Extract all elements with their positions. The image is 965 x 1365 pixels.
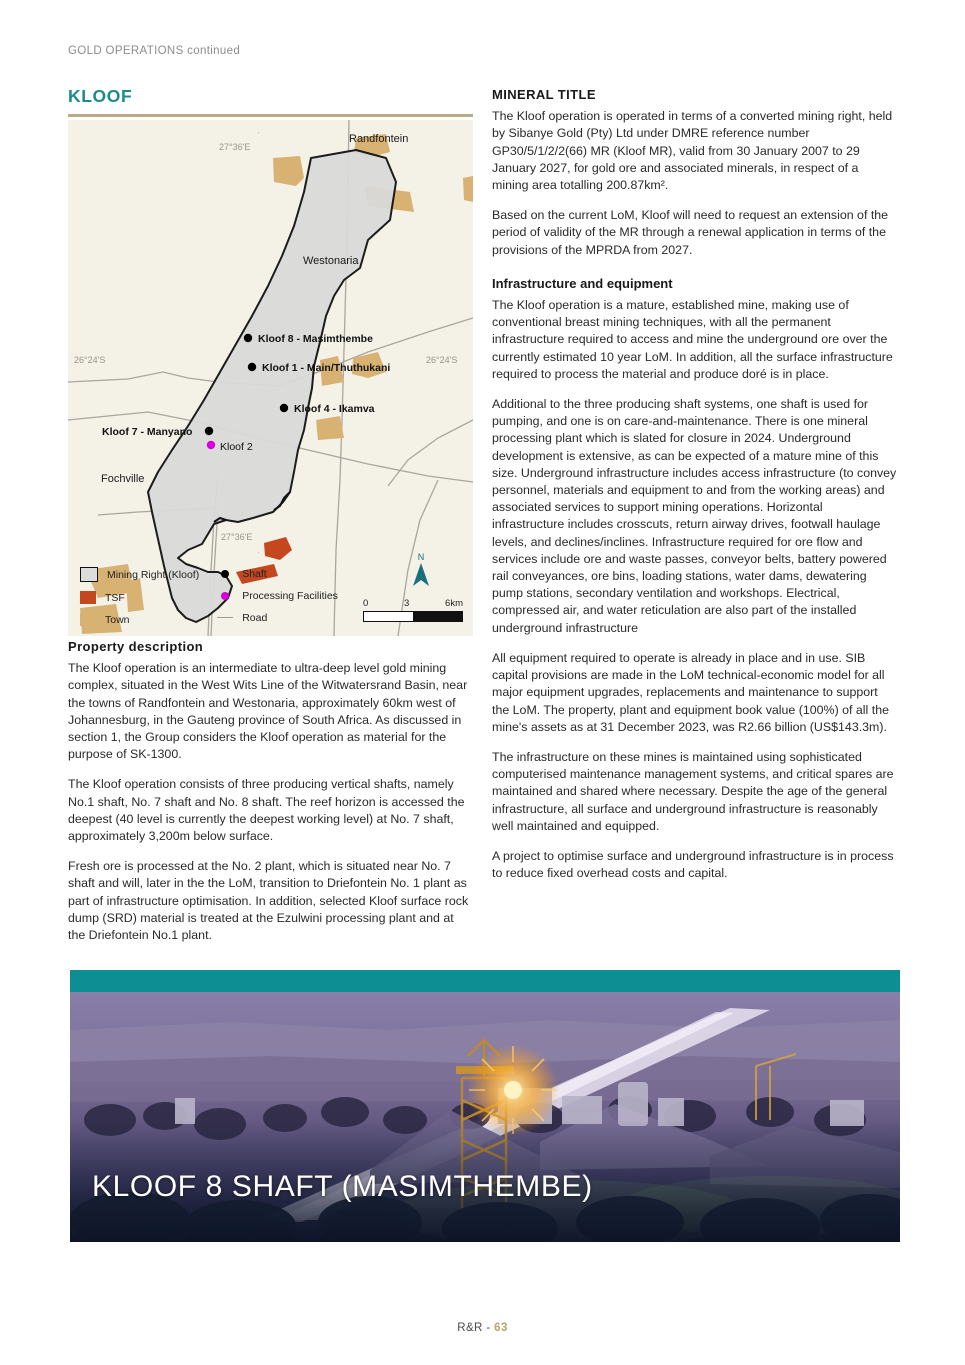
- tsf-swatch-icon: [80, 591, 96, 604]
- svg-text:Fochville: Fochville: [101, 473, 145, 485]
- title-divider: [68, 114, 473, 117]
- north-arrow-icon: [411, 553, 431, 588]
- paragraph: Fresh ore is processed at the No. 2 plant, which is situated near No. 7 shaft and will, later in the the LoM, transition to Driefontein No. 1 plant as part of infrastructure optimisation. In addition, selected Kloof surface rock dump (SRD) material is treated at the Ezulwini processing plant and at the Driefontein No.1 plant.: [68, 859, 469, 943]
- svg-text:27°36'E: 27°36'E: [221, 532, 253, 542]
- paragraph: The Kloof operation is a mature, established mine, making use of conventional breast mining techniques, with all the permanent infrastructure required to access and mine the underground ore over the currently estimated 10 year LoM. In addition, all the surface infrastructure required to process the material and produce doré is in place.: [492, 298, 893, 381]
- property-description-column: [68, 638, 473, 944]
- paragraph: The infrastructure on these mines is maintained using sophisticated computerised maintenance management systems, and critical spares are maintained and shared where necessary. Despite the age of the general infrastructure, all surface and underground infrastructure is reasonably well maintained and equipped.: [492, 749, 894, 833]
- paragraph: Based on the current LoM, Kloof will need to request an extension of the period of validity of the MR through a renewal application in terms of the provisions of the MPRDA from 2027.: [492, 208, 889, 257]
- north-label: N: [417, 552, 425, 562]
- svg-text:Kloof 2: Kloof 2: [220, 441, 253, 453]
- kloof-location-map: [68, 120, 473, 636]
- page-number: 63: [494, 1322, 508, 1334]
- paragraph: Additional to the three producing shaft systems, one shaft is used for pumping, and one is on care-and-maintenance. There is one mineral processing plant which is slated for closure in 2024. Underground development is extensive, as can be expected of a mature mine of this size. Underground infrastructure includes access infrastructure (to convey personnel, materials and equipment to and from the working areas) and associated services to support mining operations. Horizontal infrastructure includes crosscuts, return airway drives, footwall haulage levels, and declines/inclines. Infrastructure required for ore flow and services include ore and waste passes, conveyor belts, battery powered rail conveyances, ore bins, loading stations, water dams, dewatering pump stations, secondary ventilation and workshops. Electrical, compressed air, and water reticulation are also part of the installed underground infrastructure: [492, 397, 897, 635]
- svg-text:Randfontein: Randfontein: [349, 133, 409, 145]
- svg-text:Kloof 8 - Masimthembe: Kloof 8 - Masimthembe: [258, 333, 373, 345]
- town-swatch-icon: [80, 613, 96, 626]
- mineral-title-heading: MINERAL TITLE: [492, 87, 596, 102]
- scale-segment-black: [413, 612, 462, 621]
- shaft-dot-icon: [217, 567, 233, 580]
- legend-label: Road: [242, 611, 268, 624]
- scale-tick-1: 3: [404, 598, 410, 609]
- paragraph: All equipment required to operate is already in place and in use. SIB capital provisions are made in the LoM technical-economic model for all major equipment upgrades, replacements and maintenance to support the LoM. The property, plant and equipment book value (100%) of all the mine's assets as at 31 December 2023, was R2.66 billion (US$143.3m).: [492, 650, 889, 734]
- legend-item-processing: [217, 589, 338, 602]
- legend-label: TSF: [105, 591, 125, 604]
- road-line-icon: [217, 611, 233, 624]
- svg-text:26°24'S: 26°24'S: [74, 355, 106, 365]
- svg-text:Kloof 7 - Manyano: Kloof 7 - Manyano: [102, 426, 193, 438]
- legend-label: Mining Right (Kloof): [107, 568, 200, 581]
- running-head: GOLD OPERATIONS continued: [68, 45, 241, 57]
- paragraph: The Kloof operation is operated in terms of a converted mining right, held by Sibanye Gold (Pty) Ltd under DMRE reference number GP30/5/1/2/2(66) MR (Kloof MR), valid from 30 January 2007 to 29 January 2027, for gold ore and associated minerals, in respect of a mining area totalling 200.87km².: [492, 109, 893, 193]
- map-legend: [80, 567, 380, 626]
- svg-text:Kloof 4 - Ikamva: Kloof 4 - Ikamva: [294, 403, 375, 415]
- legend-column-right: [217, 567, 338, 626]
- kloof-8-shaft-photo: [70, 970, 900, 1242]
- paragraph: A project to optimise surface and underground infrastructure is in process to reduce fixed overhead costs and capital.: [492, 848, 894, 881]
- property-description-heading: Property description: [68, 639, 204, 654]
- legend-item-town: [80, 613, 199, 626]
- mineral-title-column: [492, 86, 897, 882]
- svg-text:': ': [258, 132, 259, 138]
- legend-label: Town: [105, 613, 130, 626]
- footer-label: R&R -: [457, 1322, 495, 1334]
- mining-right-swatch-icon: [80, 567, 98, 582]
- legend-column-left: [80, 567, 199, 626]
- svg-text:': ': [258, 552, 259, 558]
- svg-text:Westonaria: Westonaria: [303, 255, 359, 267]
- scale-tick-0: 0: [363, 598, 369, 609]
- scale-tick-2: 6km: [445, 598, 463, 609]
- page-footer: [0, 1322, 965, 1334]
- paragraph: The Kloof operation consists of three producing vertical shafts, namely No.1 shaft, No. 7 shaft and No. 8 shaft. The reef horizon is accessed the deepest (40 level is currently the deepest working level) at No. 7 shaft, approximately 3,200m below surface.: [68, 777, 465, 844]
- svg-text:Kloof 1 - Main/Thuthukani: Kloof 1 - Main/Thuthukani: [262, 362, 391, 374]
- infrastructure-heading: Infrastructure and equipment: [492, 275, 673, 291]
- legend-item-tsf: [80, 591, 199, 604]
- paragraph: The Kloof operation is an intermediate to ultra-deep level gold mining complex, situated in the West Wits Line of the Witwatersrand Basin, near the towns of Randfontein and Westonaria, approximately 60km west of Johannesburg, in the Gauteng province of South Africa. As discussed in section 1, the Group considers the Kloof operation as material for the purpose of SK-1300.: [68, 661, 468, 762]
- legend-label: Processing Facilities: [242, 589, 338, 602]
- processing-dot-icon: [217, 589, 233, 602]
- legend-label: Shaft: [242, 567, 267, 580]
- legend-item-shaft: [217, 567, 338, 580]
- svg-text:27°36'E: 27°36'E: [219, 142, 251, 152]
- legend-item-mining-right: [80, 567, 199, 582]
- map-scale-bar: [363, 598, 463, 622]
- svg-text:26°24'S: 26°24'S: [426, 355, 458, 365]
- page-title: KLOOF: [68, 86, 133, 106]
- photo-caption: KLOOF 8 SHAFT (MASIMTHEMBE): [92, 1170, 593, 1203]
- legend-item-road: [217, 611, 338, 624]
- scale-segment-white: [364, 612, 413, 621]
